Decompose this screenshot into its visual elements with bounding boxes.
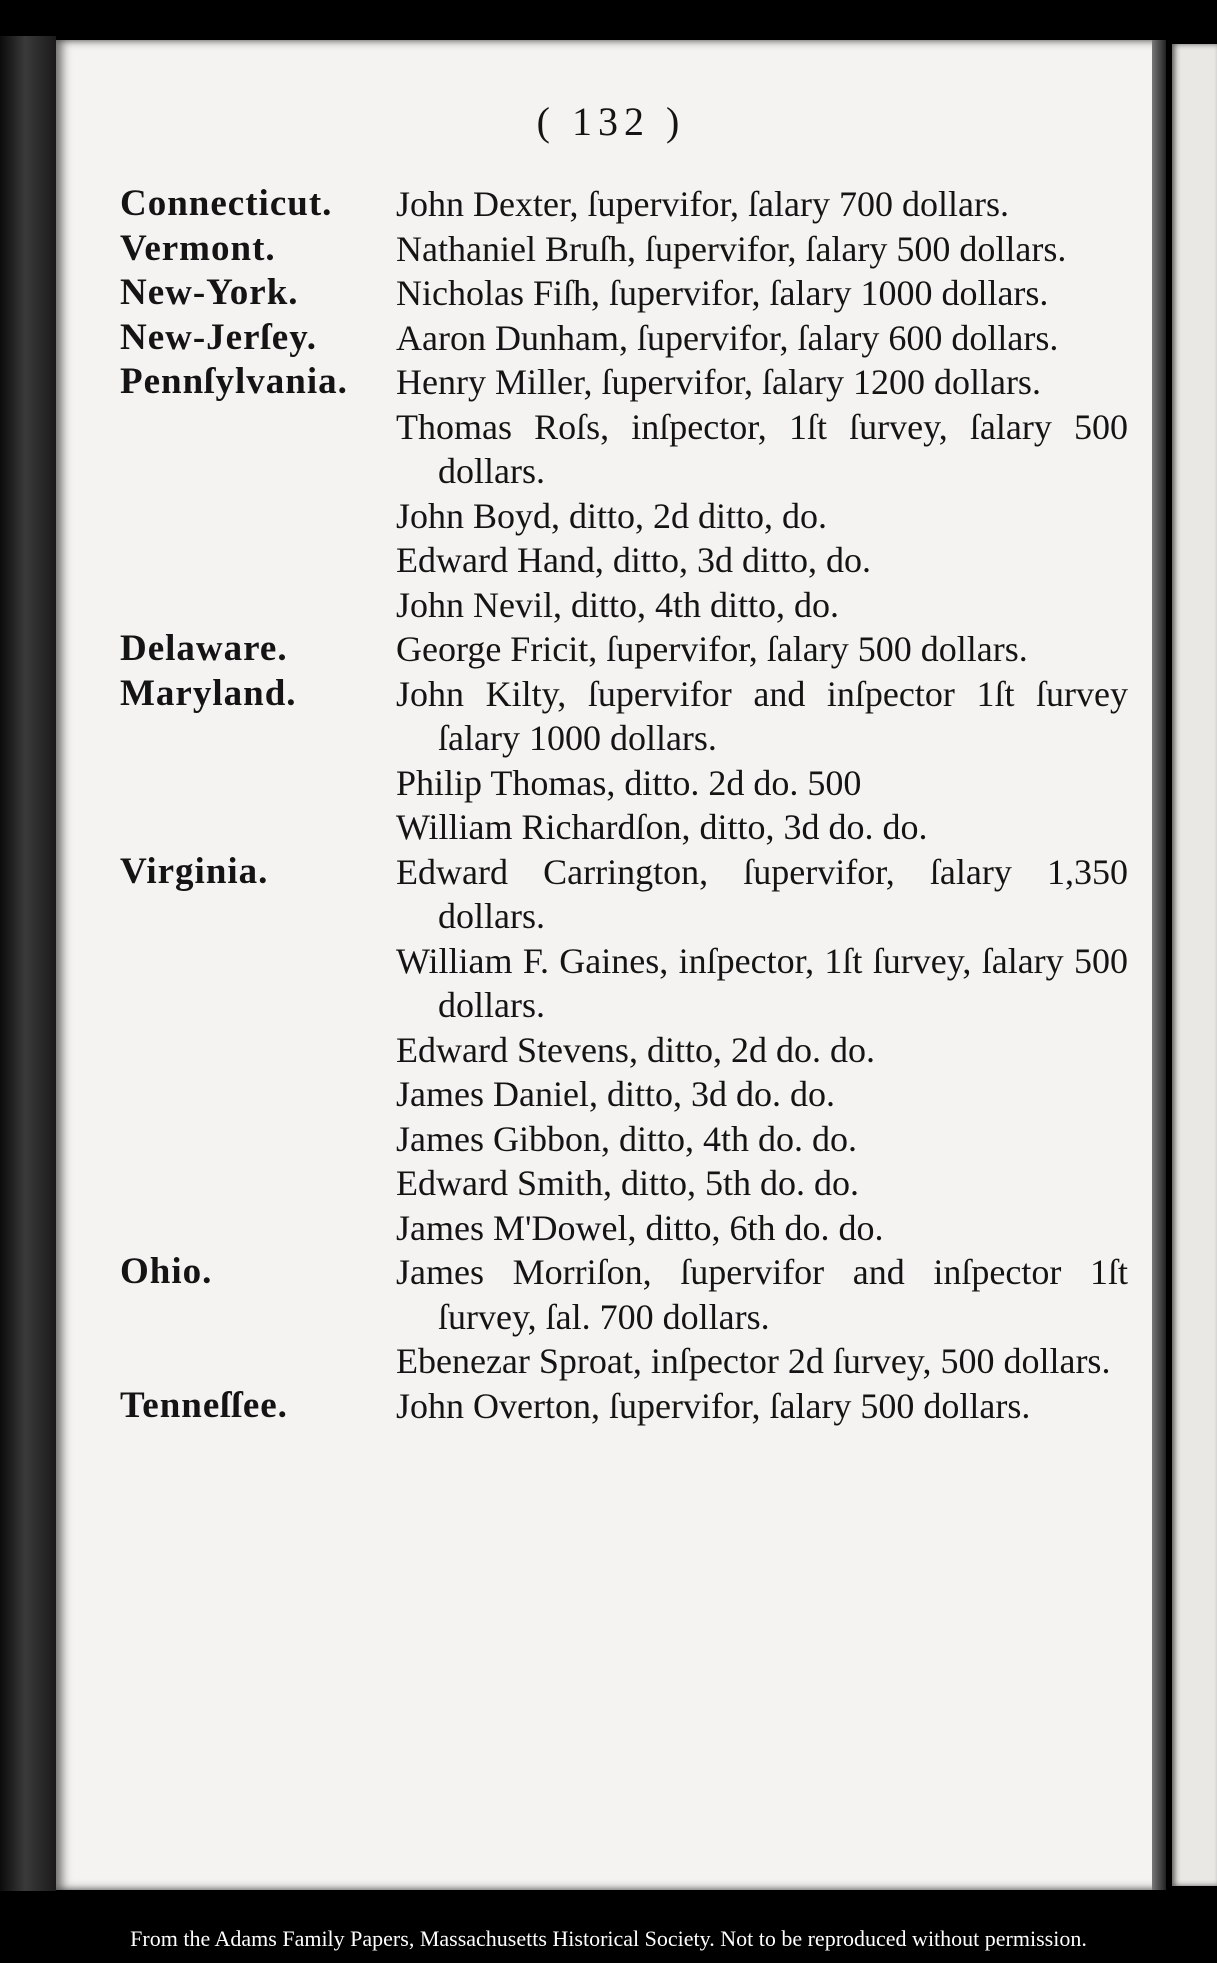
officer-entry: John Boyd, ditto, 2d ditto, do. xyxy=(396,495,828,536)
officer-entry: William F. Gaines, inſpector, 1ſt ſurvey, ſalary 500 dollars. xyxy=(396,940,1128,1025)
state-name: Vermont. xyxy=(120,227,276,269)
list-item xyxy=(56,271,1166,316)
officer-entry: James Gibbon, ditto, 4th do. do. xyxy=(396,1118,857,1159)
officer-entry: William Richardſon, ditto, 3d do. do. xyxy=(396,807,928,847)
list-item xyxy=(56,182,1166,227)
list-item xyxy=(56,1028,1166,1073)
list-item xyxy=(56,1117,1166,1162)
list-item xyxy=(56,227,1166,272)
officer-entry: Edward Stevens, ditto, 2d do. do. xyxy=(396,1029,875,1070)
state-name: Pennſylvania. xyxy=(120,361,348,402)
state-name: New-York. xyxy=(120,272,299,313)
officer-entry: James Morriſon, ſupervifor and inſpector 1ſt ſurvey, ſal. 700 dollars. xyxy=(396,1252,1128,1337)
list-item xyxy=(56,583,1166,628)
officer-entry: John Dexter, ſupervifor, ſalary 700 dollars. xyxy=(396,184,1009,224)
state-name: Delaware. xyxy=(120,628,288,669)
book-binding xyxy=(0,36,56,1891)
state-name: Tenneſſee. xyxy=(120,1384,288,1426)
officer-entry: James Daniel, ditto, 3d do. do. xyxy=(396,1074,835,1114)
list-item xyxy=(56,494,1166,539)
officer-entry: James M'Dowel, ditto, 6th do. do. xyxy=(396,1207,884,1248)
officer-entry: Nathaniel Bruſh, ſupervifor, ſalary 500 dollars. xyxy=(396,228,1067,269)
officer-entry: Thomas Roſs, inſpector, 1ſt ſurvey, ſalary 500 dollars. xyxy=(396,406,1128,491)
officer-entry: Nicholas Fiſh, ſupervifor, ſalary 1000 dollars. xyxy=(396,273,1049,313)
officer-entry: John Overton, ſupervifor, ſalary 500 dollars. xyxy=(396,1385,1031,1426)
list-item xyxy=(56,672,1166,761)
officer-entry: Aaron Dunham, ſupervifor, ſalary 600 dollars. xyxy=(396,317,1059,358)
list-item xyxy=(56,316,1166,361)
list-item xyxy=(56,805,1166,850)
next-page-edge xyxy=(1172,44,1217,1886)
state-name: Virginia. xyxy=(120,850,269,892)
list-item xyxy=(56,1250,1166,1339)
book-page xyxy=(56,40,1166,1890)
list-item xyxy=(56,850,1166,939)
officer-entry: John Kilty, ſupervifor and inſpector 1ſt ſurvey ſalary 1000 dollars. xyxy=(396,673,1128,758)
list-item xyxy=(56,761,1166,806)
page-number: ( 132 ) xyxy=(536,99,686,144)
officer-entry: Edward Hand, ditto, 3d ditto, do. xyxy=(396,540,871,580)
list-item xyxy=(56,1072,1166,1117)
list-item xyxy=(56,405,1166,494)
officer-entry: Philip Thomas, ditto. 2d do. 500 xyxy=(396,762,862,803)
list-item xyxy=(56,627,1166,672)
list-item xyxy=(56,1206,1166,1251)
officer-entry: George Fricit, ſupervifor, ſalary 500 dollars. xyxy=(396,629,1028,669)
list-item xyxy=(56,1161,1166,1206)
list-item xyxy=(56,1384,1166,1429)
officer-entry: John Nevil, ditto, 4th ditto, do. xyxy=(396,584,840,625)
list-item xyxy=(56,360,1166,405)
state-name: New-Jerſey. xyxy=(120,316,317,358)
list-item xyxy=(56,1339,1166,1384)
state-name: Connecticut. xyxy=(120,183,333,224)
officer-list xyxy=(56,182,1166,1428)
officer-entry: Edward Smith, ditto, 5th do. do. xyxy=(396,1163,859,1203)
officer-entry: Ebenezar Sproat, inſpector 2d ſurvey, 500 dollars. xyxy=(396,1341,1111,1381)
state-name: Ohio. xyxy=(120,1251,213,1292)
list-item xyxy=(56,939,1166,1028)
list-item xyxy=(56,538,1166,583)
officer-entry: Edward Carrington, ſupervifor, ſalary 1,350 dollars. xyxy=(396,851,1128,936)
state-name: Maryland. xyxy=(120,672,297,714)
officer-entry: Henry Miller, ſupervifor, ſalary 1200 dollars. xyxy=(396,362,1041,402)
copyright-footer: From the Adams Family Papers, Massachusetts Historical Society. Not to be reproduced without permission. xyxy=(130,1926,1087,1951)
